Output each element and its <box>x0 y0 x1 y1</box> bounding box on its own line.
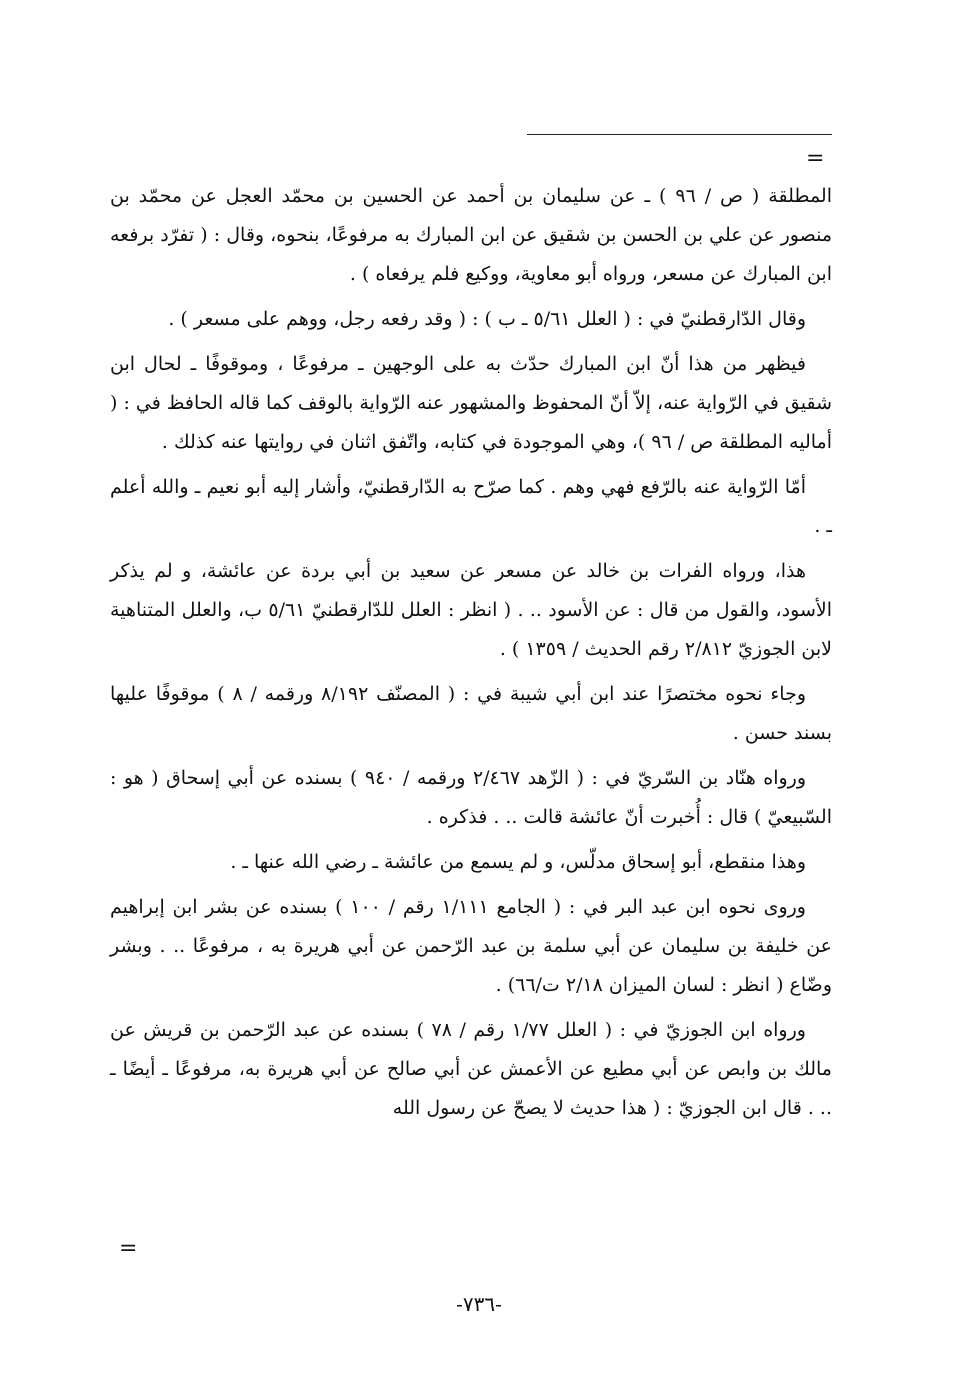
paragraph: فيظهر من هذا أنّ ابن المبارك حدّث به على الوجهين ـ مرفوعًا ، وموقوفًا ـ لحال ابن شقيق في الرّواية عنه، إلاّ أنّ المحفوظ والمشهور عنه الرّواية بالوقف كما قاله الحافظ في : ( أماليه المطلقة ص / ٩٦ )، وهي الموجودة في كتابه، واتّفق اثنان في روايتها عنه كذلك . <box>110 353 832 453</box>
footnote-text-block <box>110 177 832 1134</box>
paragraph: ورواه هنّاد بن السّريّ في : ( الزّهد ٢/٤٦٧ ورقمه / ٩٤٠ ) بسنده عن أبي إسحاق ( هو : السّبيعيّ ) قال : أُخبرت أنّ عائشة قالت .. . فذكره . <box>110 767 832 828</box>
paragraph: المطلقة ( ص / ٩٦ ) ـ عن سليمان بن أحمد عن الحسين بن محمّد العجل عن محمّد بن منصور عن علي بن الحسن بن شقيق عن ابن المبارك به مرفوعًا، بنحوه، وقال : ( تفرّد برفعه ابن المبارك عن مسعر، ورواه أبو معاوية، ووكيع فلم يرفعاه ) . <box>110 185 832 285</box>
paragraph: وجاء نحوه مختصرًا عند ابن أبي شيبة في : ( المصنّف ٨/١٩٢ ورقمه / ٨ ) موقوفًا عليها بسند حسن . <box>110 683 832 744</box>
paragraph: ورواه ابن الجوزيّ في : ( العلل ١/٧٧ رقم / ٧٨ ) بسنده عن عبد الرّحمن بن قريش عن مالك بن وابص عن أبي مطيع عن الأعمش عن أبي صالح عن أبي هريرة به، مرفوعًا ـ أيضًا ـ .. . قال ابن الجوزيّ : ( هذا حديث لا يصحّ عن رسول الله <box>110 1019 832 1119</box>
paragraph: هذا، ورواه الفرات بن خالد عن مسعر عن سعيد بن أبي بردة عن عائشة، و لم يذكر الأسود، والقول من قال : عن الأسود .. . ( انظر : العلل للدّارقطنيّ ٥/٦١ ب، والعلل المتناهية لابن الجوزيّ ٢/٨١٢ رقم الحديث / ١٣٥٩ ) . <box>110 560 832 660</box>
paragraph: أمّا الرّواية عنه بالرّفع فهي وهم . كما صرّح به الدّارقطنيّ، وأشار إليه أبو نعيم ـ والله أعلم ـ . <box>110 476 832 537</box>
paragraph: وقال الدّارقطنيّ في : ( العلل ٥/٦١ ـ ب ) : ( وقد رفعه رجل، ووهم على مسعر ) . <box>168 308 806 330</box>
continuation-mark-top: = <box>806 146 825 171</box>
page-number: -٧٣٦- <box>456 1292 502 1316</box>
continuation-mark-bottom: = <box>119 1236 138 1261</box>
paragraph: وروى نحوه ابن عبد البر في : ( الجامع ١/١١١ رقم / ١٠٠ ) بسنده عن بشر ابن إبراهيم عن خليفة بن سليمان عن أبي سلمة بن عبد الرّحمن عن أبي هريرة به ، مرفوعًا .. . وبشر وضّاع ( انظر : لسان الميزان ٢/١٨ ت/٦٦) . <box>110 896 832 996</box>
footnote-separator-line <box>527 134 832 135</box>
paragraph: وهذا منقطع، أبو إسحاق مدلّس، و لم يسمع من عائشة ـ رضي الله عنها ـ . <box>230 851 806 873</box>
